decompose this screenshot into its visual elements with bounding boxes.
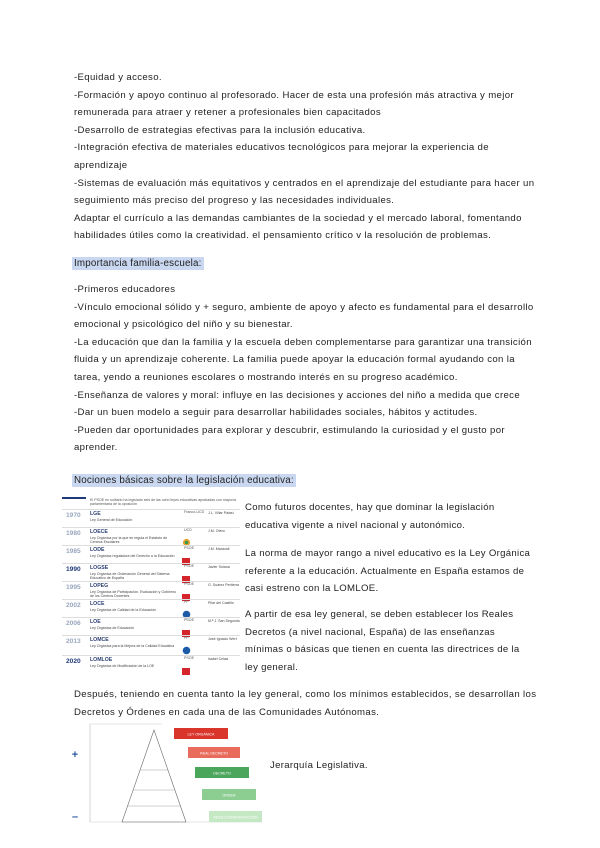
intro-line: seguimiento más preciso del progreso y las necesidades individuales. — [74, 195, 395, 207]
timeline-year: 2020 — [66, 658, 81, 665]
legislative-pyramid — [62, 722, 272, 828]
intro-line: -Integración efectiva de materiales educativos tecnológicos para mejorar la experiencia de — [74, 142, 489, 154]
timeline-year: 1985 — [66, 548, 81, 555]
law-acronym: LOGSE — [90, 565, 109, 571]
familia-escuela-list — [74, 281, 534, 457]
intro-list — [74, 69, 534, 245]
timeline-row — [62, 655, 240, 672]
timeline-row — [62, 509, 240, 526]
law-party: PSOE — [184, 582, 194, 586]
pp-logo-icon — [182, 606, 192, 615]
timeline-row — [62, 599, 240, 616]
timeline-row — [62, 527, 240, 544]
law-acronym: LGE — [90, 511, 101, 517]
list-line: fluida y un aprendizaje coherente. La familia puede apoyar la educación formal ayudando con la — [74, 354, 515, 366]
law-party: PP — [184, 600, 189, 604]
law-fullname: Ley Orgánica de Ordenación General del Sistema Educativo de España — [90, 571, 170, 580]
law-minister: M.ª J. San Segundo — [208, 619, 240, 623]
ucd-logo-icon — [182, 534, 192, 543]
law-fullname: Ley Orgánica reguladora del Derecho a la Educación — [90, 553, 175, 558]
law-fullname: Ley General de Educación — [90, 517, 133, 522]
plus-sign: + — [71, 749, 79, 761]
law-party: PSOE — [184, 618, 194, 622]
list-line: aprender. — [74, 442, 118, 454]
timeline-intro: El PSOE en solitario ha legislado seis de las ocho leyes educativas aprobadas con mayoría parlamentaria de la oposición — [90, 498, 236, 507]
list-line: -La educación que dan la familia y la escuela deben complementarse para garantizar una transición — [74, 336, 532, 348]
timeline-row — [62, 635, 240, 652]
paragraph-line: Como futuros docentes, hay que dominar la legislación — [245, 502, 495, 513]
intro-line: aprendizaje — [74, 159, 128, 171]
intro-line: -Equidad y acceso. — [74, 72, 162, 83]
law-acronym: LODE — [90, 547, 105, 553]
timeline-row — [62, 545, 240, 562]
law-acronym: LOE — [90, 619, 101, 625]
timeline-year: 1990 — [66, 566, 81, 573]
paragraph-docentes — [245, 499, 545, 534]
timeline-year: 1980 — [66, 530, 81, 537]
education-laws-timeline — [62, 497, 240, 678]
law-fullname: Ley Orgánica de Calidad de la Educación — [90, 607, 157, 612]
list-line: -Pueden dar oportunidades para explorar y descubrir, estimulando la curiosidad y el gusto por — [74, 424, 505, 436]
timeline-accent-bar — [62, 497, 86, 499]
law-acronym: LOPEG — [90, 583, 109, 589]
section-heading-familia-escuela: Importancia familia-escuela: — [74, 258, 202, 269]
timeline-row — [62, 617, 240, 634]
law-minister: Pilar del Castillo — [208, 601, 234, 605]
psoe-logo-icon — [182, 588, 192, 597]
law-acronym: LOMCE — [90, 637, 109, 643]
law-minister: Javier Solana — [208, 565, 230, 569]
timeline-year: 1995 — [66, 584, 81, 591]
psoe-logo-icon — [182, 662, 192, 671]
law-fullname: Ley Orgánica de Educación — [90, 625, 135, 630]
law-acronym: LOMLOE — [90, 657, 113, 663]
list-line: -Primeros educadores — [74, 284, 176, 295]
law-minister: Isabel Celaá — [208, 657, 228, 661]
intro-line: habilidades útiles como la creatividad. el pensamiento crítico v la resolución de problemas. — [74, 230, 492, 242]
law-minister: J.M. Otero — [208, 529, 225, 533]
list-line: tarea, yendo a reuniones escolares o mostrando interés en su progreso académico. — [74, 371, 458, 383]
intro-line: remunerada para atraer y retener a profesionales bien capacitados — [74, 107, 382, 119]
law-minister: José Ignacio Wert — [208, 637, 237, 641]
law-fullname: Ley Orgánica de Participación, Evaluación y Gobierno de los Centros Docentes — [90, 589, 177, 598]
timeline-year: 2002 — [66, 602, 81, 609]
pp-logo-icon — [182, 642, 192, 651]
timeline-row — [62, 563, 240, 580]
pyramid-label: RESOLUCIÓN/INSTRUCCIÓN — [213, 815, 258, 820]
intro-line: -Sistemas de evaluación más equitativos y centrados en el aprendizaje del estudiante para hacer un — [74, 177, 535, 189]
law-party: PP — [184, 636, 189, 640]
intro-line: Adaptar el currículo a las demandas cambiantes de la sociedad y el mercado laboral, fomentando — [74, 212, 522, 224]
intro-line: -Formación y apoyo continuo al profesorado. Hacer de esta una profesión más atractiva y mejor — [74, 89, 514, 101]
paragraph-line: A partir de esa ley general, se deben establecer los Reales — [245, 609, 514, 620]
law-fullname: Ley Orgánica de Modificación de la LOE — [90, 663, 155, 668]
law-party: PSOE — [184, 656, 194, 660]
law-party: PSOE — [184, 546, 194, 550]
law-party: Franco-UCD — [184, 510, 205, 514]
paragraph-line: referente a la educación. Actualmente en España estamos de — [245, 565, 525, 577]
law-acronym: LOCE — [90, 601, 105, 607]
timeline-row — [62, 581, 240, 598]
psoe-logo-icon — [182, 624, 192, 633]
timeline-year: 1970 — [66, 512, 81, 519]
law-minister: G. Suárez Pertierra — [208, 583, 239, 587]
paragraph-line: Decretos y Órdenes en cada una de las Comunidades Autónomas. — [74, 706, 380, 718]
law-fullname: Ley Orgánica por la que se regula el Estatuto de Centros Escolares — [90, 535, 168, 544]
law-minister: J.L. Villar Palasí — [208, 511, 234, 515]
intro-line: -Desarrollo de estrategias efectivas para la inclusión educativa. — [74, 124, 366, 136]
paragraph-ley-organica — [245, 545, 545, 598]
pyramid-label: DECRETO — [213, 771, 231, 776]
timeline-year: 2013 — [66, 638, 81, 645]
pyramid-label: LEY ORGÁNICA — [187, 732, 215, 737]
paragraph-line: casi estreno con la LOMLOE. — [245, 583, 379, 595]
paragraph-line: La norma de mayor rango a nivel educativo es la Ley Orgánica — [245, 548, 531, 559]
paragraph-reales-decretos — [245, 606, 545, 676]
pyramid-label: REAL DECRETO — [200, 751, 228, 756]
paragraph-line: ley general. — [245, 661, 299, 673]
law-acronym: LOECE — [90, 529, 108, 535]
minus-sign: – — [71, 811, 79, 823]
law-party: UCD — [184, 528, 192, 532]
list-line: -Enseñanza de valores y moral: influye en las decisiones y acciones del niño a medida que crece — [74, 389, 521, 401]
law-party: PSOE — [184, 564, 194, 568]
psoe-logo-icon — [182, 552, 192, 561]
paragraph-comunidades — [74, 686, 537, 721]
list-line: -Vínculo emocional sólido y + seguro, ambiente de apoyo y afecto es fundamental para el desarrollo — [74, 301, 534, 313]
psoe-logo-icon — [182, 570, 192, 579]
paragraph-line: Decretos (a nivel nacional, España) de las enseñanzas — [245, 626, 496, 638]
list-line: emocional y psicológico del niño y su bienestar. — [74, 319, 293, 331]
paragraph-line: mínimas o básicas que tienen en cuenta las directrices de la — [245, 644, 520, 656]
law-fullname: Ley Orgánica para la Mejora de la Calidad Educativa — [90, 643, 175, 648]
paragraph-line: educativa vigente a nivel nacional y autonómico. — [245, 519, 466, 531]
law-minister: J.M. Maravall — [208, 547, 230, 551]
pyramid-caption: Jerarquía Legislativa. — [270, 760, 368, 771]
list-line: -Dar un buen modelo a seguir para desarrollar habilidades sociales, hábitos y actitudes. — [74, 407, 478, 419]
pyramid-label: ORDEN — [222, 793, 236, 798]
section-heading-legislacion: Nociones básicas sobre la legislación educativa: — [74, 475, 294, 486]
paragraph-line: Después, teniendo en cuenta tanto la ley general, como los mínimos establecidos, se desarrollan los — [74, 689, 537, 700]
timeline-year: 2006 — [66, 620, 81, 627]
